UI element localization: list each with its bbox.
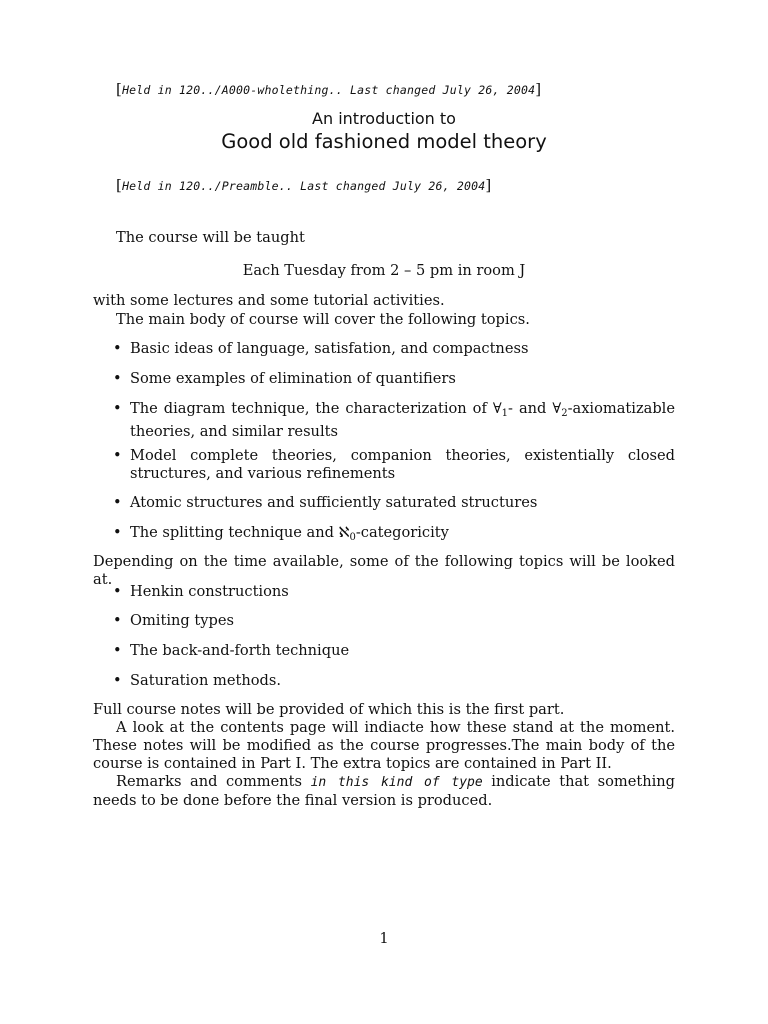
subscript: 0 [349, 532, 356, 543]
optional-topics-intro: Depending on the time available, some of the following topics will be looked at. [93, 553, 675, 588]
list-item [113, 494, 675, 512]
list-item-text: Some examples of elimination of quantifiers [130, 370, 456, 387]
text-fragment: The splitting technique and ℵ [130, 524, 350, 541]
header-note-text: Held in 120../A000-wholething.. Last changed July 26, 2004 [122, 83, 536, 97]
typewriter-example: in this kind of type [310, 775, 483, 790]
list-item-text [130, 400, 675, 440]
list-item [113, 447, 675, 483]
bullet-icon: • [113, 583, 122, 600]
closing-paragraph-remarks [93, 773, 675, 810]
list-item-text: Henkin constructions [130, 583, 289, 600]
header-note-text: Held in 120../Preamble.. Last changed July 26, 2004 [122, 179, 486, 193]
topics-intro: The main body of course will cover the following topics. [116, 311, 530, 328]
subscript: 2 [561, 408, 568, 419]
intro-continuation: with some lectures and some tutorial activities. [93, 292, 445, 309]
schedule-line: Each Tuesday from 2 – 5 pm in room J [242, 262, 526, 279]
list-item [113, 524, 675, 547]
bullet-icon: • [113, 524, 122, 541]
list-item-text: Saturation methods. [130, 672, 281, 689]
text-fragment: The diagram technique, the characterization of ∀ [130, 400, 502, 417]
page-title: Good old fashioned model theory [221, 130, 547, 153]
list-item [113, 612, 675, 630]
list-item [113, 400, 675, 441]
bullet-icon: • [113, 340, 122, 357]
bullet-icon: • [113, 447, 122, 464]
list-item-text: Model complete theories, companion theories, existentially closed structures, and various refinements [130, 447, 675, 482]
text-fragment: -categoricity [355, 524, 449, 541]
bullet-icon: • [113, 370, 122, 387]
list-item [113, 642, 675, 660]
bullet-icon: • [113, 672, 122, 689]
text-fragment: - and ∀ [508, 400, 562, 417]
header-note-preamble: [Held in 120../Preamble.. Last changed July 26, 2004] [116, 176, 492, 194]
text-fragment: Remarks and comments [116, 773, 311, 790]
subscript: 1 [501, 408, 509, 419]
list-item [113, 340, 675, 358]
text-fragment: -axiomatizable theories, and similar results [130, 400, 675, 440]
text-fragment: indicate that something needs to be done before the final version is produced. [93, 773, 675, 809]
intro-line: The course will be taught [116, 229, 305, 246]
page-number: 1 [379, 930, 389, 947]
title-intro: An introduction to [312, 109, 456, 128]
bullet-icon: • [113, 400, 122, 417]
list-item-text: Omiting types [130, 612, 234, 629]
list-item [113, 583, 675, 601]
bullet-icon: • [113, 612, 122, 629]
list-item-text: The back-and-forth technique [130, 642, 350, 659]
closing-paragraph-contents: A look at the contents page will indiacte how these stand at the moment. These notes will be modified as the course progresses.The main body of the course is contained in Part I. The extra topics are contained in Part II. [93, 719, 675, 772]
header-note-wholething: [Held in 120../A000-wholething.. Last changed July 26, 2004] [116, 80, 542, 98]
list-item-text: Basic ideas of language, satisfation, and compactness [130, 340, 529, 357]
closing-paragraph-notes: Full course notes will be provided of which this is the first part. [93, 701, 565, 718]
bullet-icon: • [113, 642, 122, 659]
list-item-text [130, 524, 449, 541]
list-item-text: Atomic structures and sufficiently saturated structures [130, 494, 538, 511]
list-item [113, 370, 675, 388]
list-item [113, 672, 675, 690]
bullet-icon: • [113, 494, 122, 511]
